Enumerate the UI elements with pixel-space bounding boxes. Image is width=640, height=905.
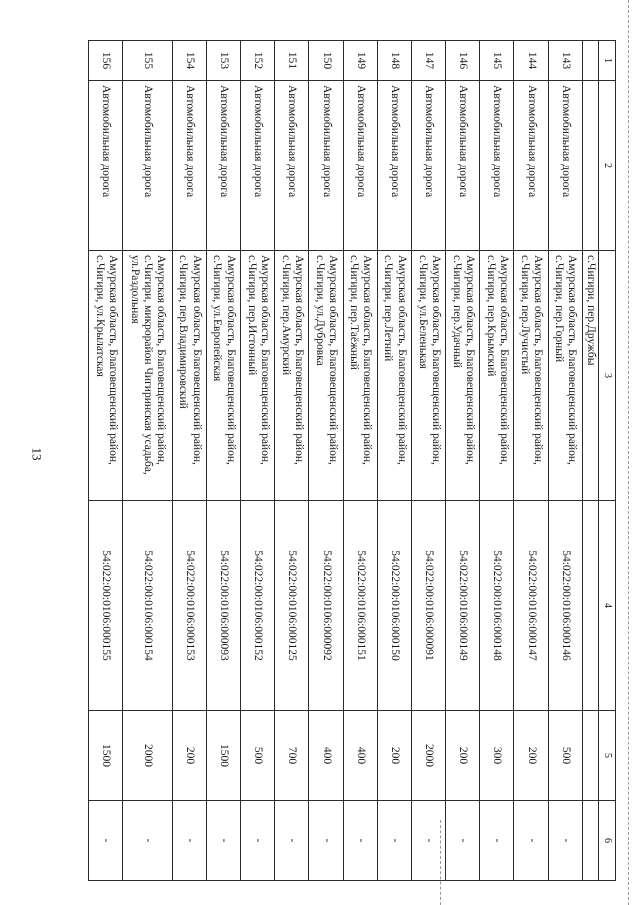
row-number: 149 [343,41,377,81]
object-type: Автомобильная дорога [514,81,548,251]
table-row [309,41,343,881]
continuation-row [582,41,598,881]
extra-value: - [480,801,514,881]
object-type: Автомобильная дорога [206,81,240,251]
extra-value: - [514,801,548,881]
cadastral-number: 54:022:00:0106:000152 [241,501,275,711]
cadastral-number: 54:022:00:0106:000151 [343,501,377,711]
table-row [275,41,309,881]
object-address: Амурская область, Благовещенский район, с.Чигири, пер.Истонный [241,251,275,501]
cadastral-number: 54:022:00:0106:000155 [89,501,123,711]
road-length: 1500 [206,711,240,801]
table-row [241,41,275,881]
row-number: 150 [309,41,343,81]
cell-empty [582,81,598,251]
row-number: 148 [377,41,411,81]
extra-value: - [548,801,582,881]
road-length: 200 [377,711,411,801]
object-type: Автомобильная дорога [480,81,514,251]
cadastral-number: 54:022:00:0106:000091 [411,501,445,711]
roads-registry-table [88,40,616,881]
road-length: 200 [514,711,548,801]
cadastral-number: 54:022:00:0106:000146 [548,501,582,711]
object-type: Автомобильная дорога [123,81,173,251]
document-table-wrapper [88,40,616,880]
object-type: Автомобильная дорога [446,81,480,251]
cadastral-number: 54:022:00:0106:000092 [309,501,343,711]
continuation-address: с.Чигири, пер.Дружбы [582,251,598,501]
table-row [172,41,206,881]
table-row [446,41,480,881]
row-number: 143 [548,41,582,81]
object-address: Амурская область, Благовещенский район, с.Чигири, пер.Крымский [480,251,514,501]
column-header: 2 [599,81,616,251]
row-number: 153 [206,41,240,81]
table-row [206,41,240,881]
extra-value: - [241,801,275,881]
cadastral-number: 54:022:00:0106:000148 [480,501,514,711]
object-address: Амурская область, Благовещенский район, с.Чигири, ул.Беленькая [411,251,445,501]
road-length: 2000 [411,711,445,801]
road-length: 1500 [89,711,123,801]
page-number: 13 [29,447,45,461]
table-row [377,41,411,881]
object-address: Амурская область, Благовещенский район, с.Чигири, пер.Горный [548,251,582,501]
row-number: 151 [275,41,309,81]
table-row [123,41,173,881]
row-number: 152 [241,41,275,81]
cell-empty [582,41,598,81]
extra-value: - [275,801,309,881]
table-row [480,41,514,881]
row-number: 145 [480,41,514,81]
cadastral-number: 54:022:00:0106:000153 [172,501,206,711]
road-length: 400 [309,711,343,801]
extra-value: - [309,801,343,881]
table-row [89,41,123,881]
cadastral-number: 54:022:00:0106:000154 [123,501,173,711]
table-row [514,41,548,881]
object-address: Амурская область, Благовещенский район, с.Чигири, микрорайон Чигиринская усадьба, ул.Раздольная [123,251,173,501]
row-number: 144 [514,41,548,81]
table-row [343,41,377,881]
object-type: Автомобильная дорога [172,81,206,251]
extra-value: - [411,801,445,881]
object-type: Автомобильная дорога [548,81,582,251]
cell-empty [582,801,598,881]
road-length: 400 [343,711,377,801]
row-number: 156 [89,41,123,81]
row-number: 154 [172,41,206,81]
column-header: 5 [599,711,616,801]
road-length: 700 [275,711,309,801]
object-type: Автомобильная дорога [343,81,377,251]
object-address: Амурская область, Благовещенский район, с.Чигири, ул.Крылатская [89,251,123,501]
object-type: Автомобильная дорога [89,81,123,251]
road-length: 200 [172,711,206,801]
road-length: 500 [241,711,275,801]
cadastral-number: 54:022:00:0106:000147 [514,501,548,711]
row-number: 146 [446,41,480,81]
extra-value: - [446,801,480,881]
object-address: Амурская область, Благовещенский район, с.Чигири, пер.Удачный [446,251,480,501]
extra-value: - [343,801,377,881]
road-length: 2000 [123,711,173,801]
object-type: Автомобильная дорога [309,81,343,251]
object-address: Амурская область, Благовещенский район, с.Чигири, пер.Владимировский [172,251,206,501]
scan-edge-line [628,0,629,905]
row-number: 155 [123,41,173,81]
extra-value: - [123,801,173,881]
column-header: 1 [599,41,616,81]
object-type: Автомобильная дорога [275,81,309,251]
object-type: Автомобильная дорога [241,81,275,251]
cadastral-number: 54:022:00:0106:000093 [206,501,240,711]
row-number: 147 [411,41,445,81]
extra-value: - [377,801,411,881]
object-address: Амурская область, Благовещенский район, с.Чигири, пер.Таёжный [343,251,377,501]
extra-value: - [206,801,240,881]
cadastral-number: 54:022:00:0106:000149 [446,501,480,711]
extra-value: - [172,801,206,881]
cadastral-number: 54:022:00:0106:000150 [377,501,411,711]
object-address: Амурская область, Благовещенский район, с.Чигири, пер.Летний [377,251,411,501]
object-address: Амурская область, Благовещенский район, с.Чигири, пер.Амурский [275,251,309,501]
road-length: 500 [548,711,582,801]
table-row [548,41,582,881]
object-type: Автомобильная дорога [411,81,445,251]
object-type: Автомобильная дорога [377,81,411,251]
cell-empty [582,711,598,801]
column-header: 6 [599,801,616,881]
column-header: 4 [599,501,616,711]
column-number-row [599,41,616,881]
object-address: Амурская область, Благовещенский район, с.Чигири, ул.Европейская [206,251,240,501]
rotated-table-frame [88,40,616,880]
road-length: 200 [446,711,480,801]
cell-empty [582,501,598,711]
object-address: Амурская область, Благовещенский район, с.Чигири, ул.Дубровка [309,251,343,501]
cadastral-number: 54:022:00:0106:000125 [275,501,309,711]
extra-value: - [89,801,123,881]
road-length: 300 [480,711,514,801]
table-row [411,41,445,881]
column-header: 3 [599,251,616,501]
object-address: Амурская область, Благовещенский район, с.Чигири, пер.Лучистый [514,251,548,501]
